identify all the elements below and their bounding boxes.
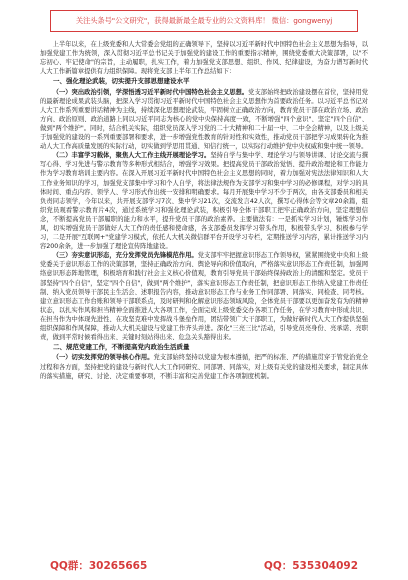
paragraph-1-2-body: 坚持自学与集中学、理论学习与领导讲课、讨论交流与撰写心得、学习先进与警示教育等多种形式相结合，增强学习效果。把提高党员干部政治觉悟、提升政治理论和工作能力作为学习教育培训主要内容。在深入开展习近平新时代中国特色社会主义思想的同时，着力加强对宪法法律知识和人大工作业务知识的学习，加强党支部集中学习和个人自学，将法律法规作为支部学习和集中学习的必修课程，对学习的具体时间、重点内容、领学人、学习形式作出统一安排和明确要求。每月开展集中学习不少于两次，由各支部委员和相关负责同志领学，今年以来，共开展支部学习7次、集中学习21次，交流发言42人次，撰写心得体会等文章20余篇，组织党员观看警示教育片4次，通过系统学习和强化理论武装，积极引导全体干部职工把牢正确政治方向，坚定理想信念，不断提高党员干部履职的能力和水平，提升党员干部的政治素养。主要做法有：一是抓实学习计划，锤炼学习作风，切实增强党员干部做好人大工作的责任感和使命感，各支部委员发挥学习带头作用，积极带头学习、积极参与学习，二是开展"互联网+"党建学习模式，依托人大机关微信群平台开设学习专栏，定期推送学习内容，累计推送学习内容200余条，进一步加强了理论宣传阵地建设。 xyxy=(40,152,368,251)
top-banner xyxy=(50,10,358,32)
paragraph-1-1-body: 党支部始终把政治建设摆在首位，坚持用党的最新理论成果武装头脑，把深入学习贯彻习近平新时代中国特色社会主义思想作为首要政治任务。以习近平总书记对人大工作系列重要讲话精神为主线，持续深化思想理论武装，牢固树立正确政治方向，教育党员干部在政治立场、政治方向、政治原则、政治道路上同以习近平同志为核心的党中央保持高度一致，不断增强"四个意识"、坚定"四个自信"、做到"两个维护"。同时，结合机关实际，组织党员深入学习党的二十大精神和二十届一中、二中全会精神，以及上级关于加强党的建设的一系列重要部署和要求，进一步增强党性教育的针对性和实效性，推动党员干部把学习成果转化为推动人大工作高质量发展的实际行动，切实做到学思用贯通、知信行统一，以实际行动维护党中央权威和集中统一领导。 xyxy=(40,88,368,151)
intro-paragraph: 上半年以来，在上级党委和人大常委会党组的正确领导下，坚持以习近平新时代中国特色社会主义思想为指导，以加强党建工作为统领，深入贯彻习近平总书记关于加强党的建设工作的重要指示精神，围绕党委重大决策部署，以"不忘初心、牢记使命"的宗旨，主动履职，扎实工作，着力加强党支部思想、组织、作风、纪律建设，为奋力谱写新时代人大工作新篇章提供有力组织保障。现将党支部上半年工作总结如下： xyxy=(40,41,368,76)
paragraph-1-2-lead: （二）丰富学习载体，聚焦人大工作主线开展理论学习。 xyxy=(52,152,211,160)
document-body xyxy=(40,40,368,548)
paragraph-1-3 xyxy=(40,251,368,342)
footer-qq: QQ：535304092 xyxy=(263,559,358,572)
paragraph-2-1-lead: （一）切实发挥党的领导核心作用。 xyxy=(52,354,154,362)
footer-qq-group: QQ群：30265665 xyxy=(50,559,148,572)
section-heading-1: 一、强化理论武装，切实提升支部思想建设水平 xyxy=(53,77,190,86)
paragraph-2-1-body: 党支部始终坚持以党建为根本遵循，把严的标准、严的措施贯穿于管党治党全过程和各方面，坚持把党的建设与新时代人大工作同研究、同部署、同落实，对上级有关党的建设相关要求，制定具体的落实措施，研究、讨论、决定重要事项，不断丰富和完善党建工作各项制度机制。 xyxy=(40,354,368,380)
paragraph-1-2 xyxy=(40,151,368,251)
paragraph-1-1-lead: （一）突出政治引领，学深悟透习近平新时代中国特色社会主义思想。 xyxy=(52,88,249,96)
bottom-footer xyxy=(50,556,358,574)
banner-text: 关注头条号"公文研究"，获得最新最全最专业的公文资料库！ 微信：gongwenyj xyxy=(75,16,333,25)
paragraph-1-1 xyxy=(40,88,368,152)
paragraph-1-3-body: 党支部牢牢把握意识形态工作领导权，紧紧围绕党中央和上级党委关于意识形态工作的决策部署，坚持正确政治方向、舆论导向和价值取向，严格落实意识形态工作责任制，加强网络意识形态阵地管理，积极培育和践行社会主义核心价值观，教育引导党员干部始终保持政治上的清醒和坚定。党员干部坚持"四个自信"，坚定"四个自信"，做到"两个维护"，落实意识形态工作责任制，把意识形态工作纳入党建工作责任制、纳入党员领导干部民主生活会、述职报告内容，推动意识形态工作与业务工作同部署、同落实、同检查、同考核。建立意识形态工作台账和领导干部联系点，及时研判和化解意识形态领域风险，全体党员干部要以更加奋发有为的精神状态，以扎实作风和担当精神全面推进人大各项工作，全面完成上级党委交办各项工作任务，在学习教育中形成共识、在担当作为中体现先进性、在攻坚克难中发挥战斗堡垒作用，团结带领广大干部职工，为做好新时代人大工作提供坚强组织保障和作风保障，推动人大机关建设与党建工作齐头并进。深化"三亮三比"活动，引导党员亮身份、亮承诺、亮职责，做到平常时候看得出来、关键时刻站得出来、危急关头豁得出来。 xyxy=(40,252,368,342)
paragraph-1-3-lead: （三）夯实意识形态，充分发挥党员先锋模范作用。 xyxy=(52,252,198,260)
paragraph-2-1 xyxy=(40,353,368,380)
section-heading-2: 二、规范党建工作，不断提高党内政治生活质量 xyxy=(53,343,190,352)
